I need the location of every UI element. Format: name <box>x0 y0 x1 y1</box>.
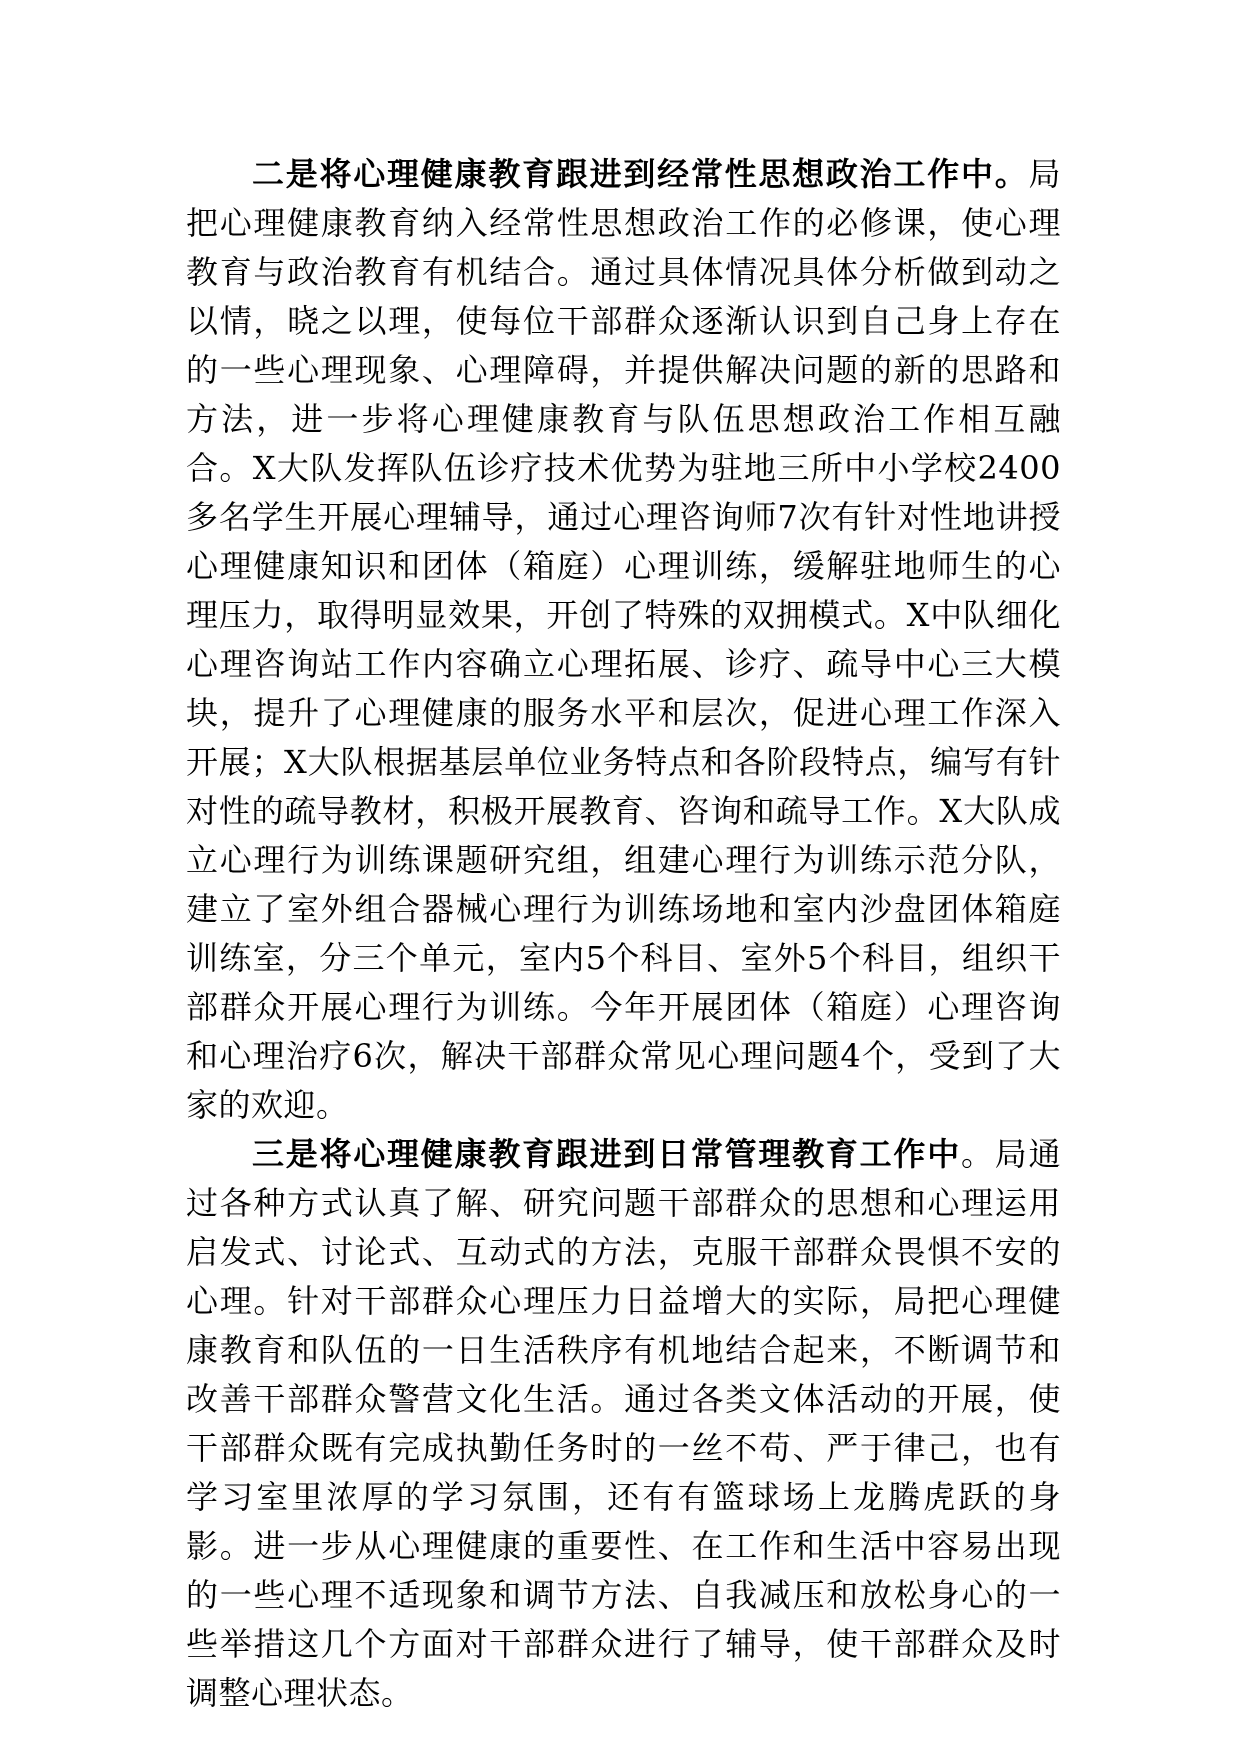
paragraph-political-work <box>186 150 1061 1130</box>
paragraph-daily-management <box>186 1130 1061 1718</box>
paragraph-lead-heading: 三是将心理健康教育跟进到日常管理教育工作中 <box>252 1135 961 1173</box>
paragraph-body-text: 局把心理健康教育纳入经常性思想政治工作的必修课，使心理教育与政治教育有机结合。通过具体情况具体分析做到动之以情，晓之以理，使每位干部群众逐渐认识到自己身上存在的一些心理现象、心理障碍，并提供解决问题的新的思路和方法，进一步将心理健康教育与队伍思想政治工作相互融合。X大队发挥队伍诊疗技术优势为驻地三所中小学校2400多名学生开展心理辅导，通过心理咨询师7次有针对性地讲授心理健康知识和团体（箱庭）心理训练，缓解驻地师生的心理压力，取得明显效果，开创了特殊的双拥模式。X中队细化心理咨询站工作内容确立心理拓展、诊疗、疏导中心三大模块，提升了心理健康的服务水平和层次，促进心理工作深入开展；X大队根据基层单位业务特点和各阶段特点，编写有针对性的疏导教材，积极开展教育、咨询和疏导工作。X大队成立心理行为训练课题研究组，组建心理行为训练示范分队，建立了室外组合器械心理行为训练场地和室内沙盘团体箱庭训练室，分三个单元，室内5个科目、室外5个科目，组织干部群众开展心理行为训练。今年开展团体（箱庭）心理咨询和心理治疗6次，解决干部群众常见心理问题4个，受到了大家的欢迎。 <box>186 155 1061 1124</box>
paragraph-body-text: 。局通过各种方式认真了解、研究问题干部群众的思想和心理运用启发式、讨论式、互动式的方法，克服干部群众畏惧不安的心理。针对干部群众心理压力日益增大的实际，局把心理健康教育和队伍的一日生活秩序有机地结合起来，不断调节和改善干部群众警营文化生活。通过各类文体活动的开展，使干部群众既有完成执勤任务时的一丝不苟、严于律己，也有学习室里浓厚的学习氛围，还有有篮球场上龙腾虎跃的身影。进一步从心理健康的重要性、在工作和生活中容易出现的一些心理不适现象和调节方法、自我减压和放松身心的一些举措这几个方面对干部群众进行了辅导，使干部群众及时调整心理状态。 <box>186 1135 1061 1712</box>
document-page <box>186 150 1061 1718</box>
paragraph-lead-heading: 二是将心理健康教育跟进到经常性思想政治工作中。 <box>252 155 1029 193</box>
